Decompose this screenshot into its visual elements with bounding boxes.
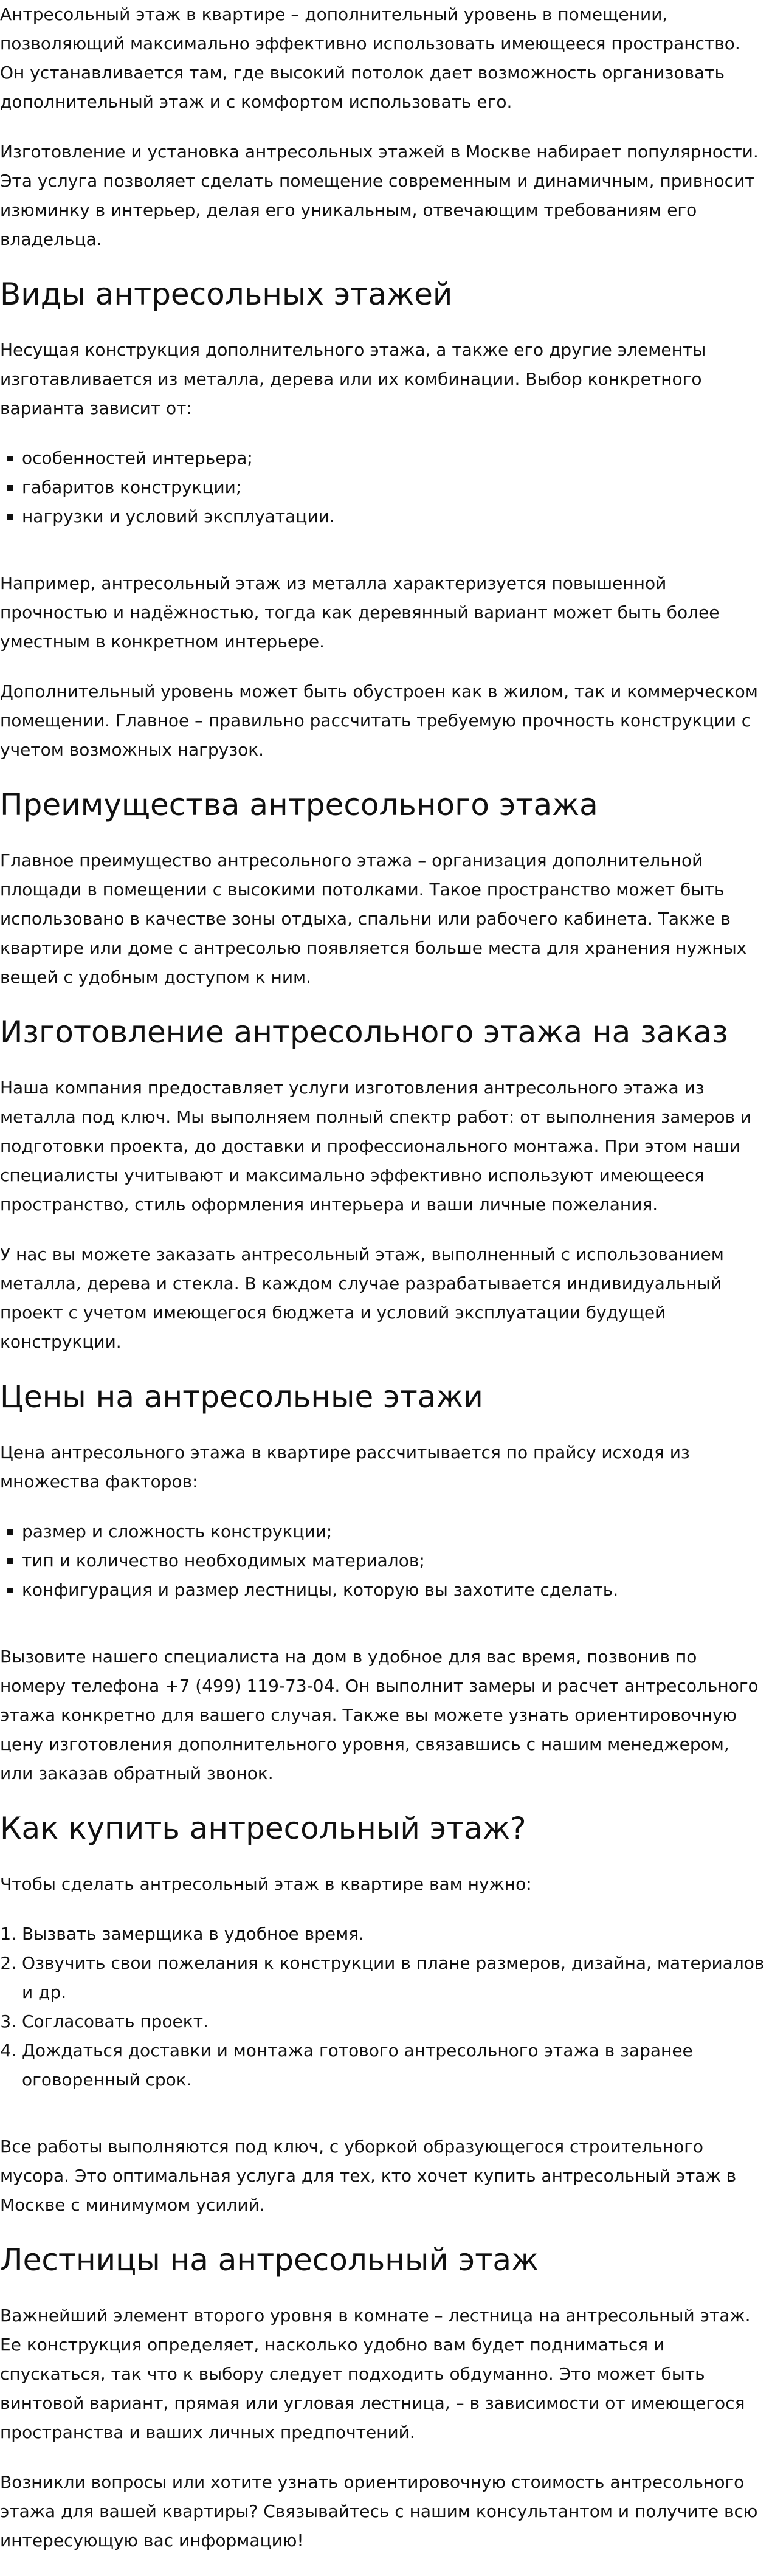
list-item: ▪ тип и количество необходимых материалов; [22, 1546, 767, 1576]
manufacture-heading: Изготовление антресольного этажа на заказ [0, 1014, 728, 1050]
manufacture-paragraph-1: Наша компания предоставляет услуги изготовления антресольного этажа из металла под ключ. Мы выполняем полный спектр работ: от выполнения замеров и подготовки проекта, до доставки и профессионального монтажа. При этом наши специалисты учитывают и максимально эффективно используют имеющееся пространство, стиль оформления интерьера и ваши личные пожелания. [0, 1078, 752, 1214]
howto-paragraph-2: Все работы выполняются под ключ, с уборкой образующегося строительного мусора. Это оптимальная услуга для тех, кто хочет купить антресольный этаж в Москве с минимумом усилий. [0, 2137, 737, 2215]
howto-paragraph-1: Чтобы сделать антресольный этаж в квартире вам нужно: [0, 1874, 532, 1894]
advantages-paragraph-1: Главное преимущество антресольного этажа – организация дополнительной площади в помещении с высокими потолками. Такое пространство может быть использовано в качестве зоны отдыха, спальни или рабочего кабинета. Также в квартире или доме с антресолью появляется больше места для хранения нужных вещей с удобным доступом к ним. [0, 850, 747, 987]
manufacture-paragraph-2: У нас вы можете заказать антресольный этаж, выполненный с использованием металла, дерева и стекла. В каждом случае разрабатывается индивидуальный проект с учетом имеющегося бюджета и условий эксплуатации будущей конструкции. [0, 1244, 724, 1352]
types-paragraph-1: Несущая конструкция дополнительного этажа, а также его другие элементы изготавливается из металла, дерева или их комбинации. Выбор конкретного варианта зависит от: [0, 340, 706, 418]
howto-heading: Как купить антресольный этаж? [0, 1811, 526, 1846]
advantages-heading: Преимущества антресольного этажа [0, 787, 598, 822]
prices-paragraph-1: Цена антресольного этажа в квартире рассчитывается по прайсу исходя из множества факторов: [0, 1442, 690, 1492]
list-item: ▪ размер и сложность конструкции; [22, 1517, 767, 1546]
intro-paragraph-1: Антресольный этаж в квартире – дополнительный уровень в помещении, позволяющий максимально эффективно использовать имеющееся пространство. Он устанавливается там, где высокий потолок дает возможность организовать дополнительный этаж и с комфортом использовать его. [0, 4, 740, 112]
list-item: 3. Согласовать проект. [22, 2007, 767, 2036]
types-paragraph-3: Дополнительный уровень может быть обустроен как в жилом, так и коммерческом помещении. Главное – правильно рассчитать требуемую прочность конструкции с учетом возможных нагрузок. [0, 681, 758, 760]
list-item: ▪ нагрузки и условий эксплуатации. [22, 502, 767, 531]
stairs-heading: Лестницы на антресольный этаж [0, 2242, 539, 2278]
prices-paragraph-2: Вызовите нашего специалиста на дом в удобное для вас время, позвонив по номеру телефона +7 (499) 119-73-04. Он выполнит замеры и расчет антресольного этажа конкретно для вашего случая. Также вы можете узнать ориентировочную цену изготовления дополнительного уровня, связавшись с нашим менеджером, или заказав обратный звонок. [0, 1647, 759, 1783]
list-item: 2. Озвучить свои пожелания к конструкции в плане размеров, дизайна, материалов и др. [22, 1949, 767, 2007]
intro-paragraph-2: Изготовление и установка антресольных этажей в Москве набирает популярности. Эта услуга позволяет сделать помещение современным и динамичным, привносит изюминку в интерьер, делая его уникальным, отвечающим требованиям его владельца. [0, 142, 759, 249]
prices-list [0, 1517, 767, 1605]
list-item: 1. Вызвать замерщика в удобное время. [22, 1920, 767, 1949]
types-heading: Виды антресольных этажей [0, 277, 453, 312]
types-paragraph-2: Например, антресольный этаж из металла характеризуется повышенной прочностью и надёжностью, тогда как деревянный вариант может быть более уместным в конкретном интерьере. [0, 573, 720, 652]
list-item: ▪ габаритов конструкции; [22, 473, 767, 502]
howto-steps-list [0, 1920, 767, 2095]
stairs-paragraph-2: Возникли вопросы или хотите узнать ориентировочную стоимость антресольного этажа для вашей квартиры? Связывайтесь с нашим консультантом и получите всю интересующую вас информацию! [0, 2472, 758, 2550]
list-item: ▪ конфигурация и размер лестницы, которую вы захотите сделать. [22, 1576, 767, 1605]
prices-heading: Цены на антресольные этажи [0, 1379, 483, 1414]
stairs-paragraph-1: Важнейший элемент второго уровня в комнате – лестница на антресольный этаж. Ее конструкция определяет, насколько удобно вам будет подниматься и спускаться, так что к выбору следует подходить обдуманно. Это может быть винтовой вариант, прямая или угловая лестница, – в зависимости от имеющегося пространства и ваших личных предпочтений. [0, 2306, 751, 2442]
list-item: ▪ особенностей интерьера; [22, 444, 767, 473]
types-list [0, 444, 767, 531]
list-item: 4. Дождаться доставки и монтажа готового антресольного этажа в заранее оговоренный срок. [22, 2036, 767, 2095]
